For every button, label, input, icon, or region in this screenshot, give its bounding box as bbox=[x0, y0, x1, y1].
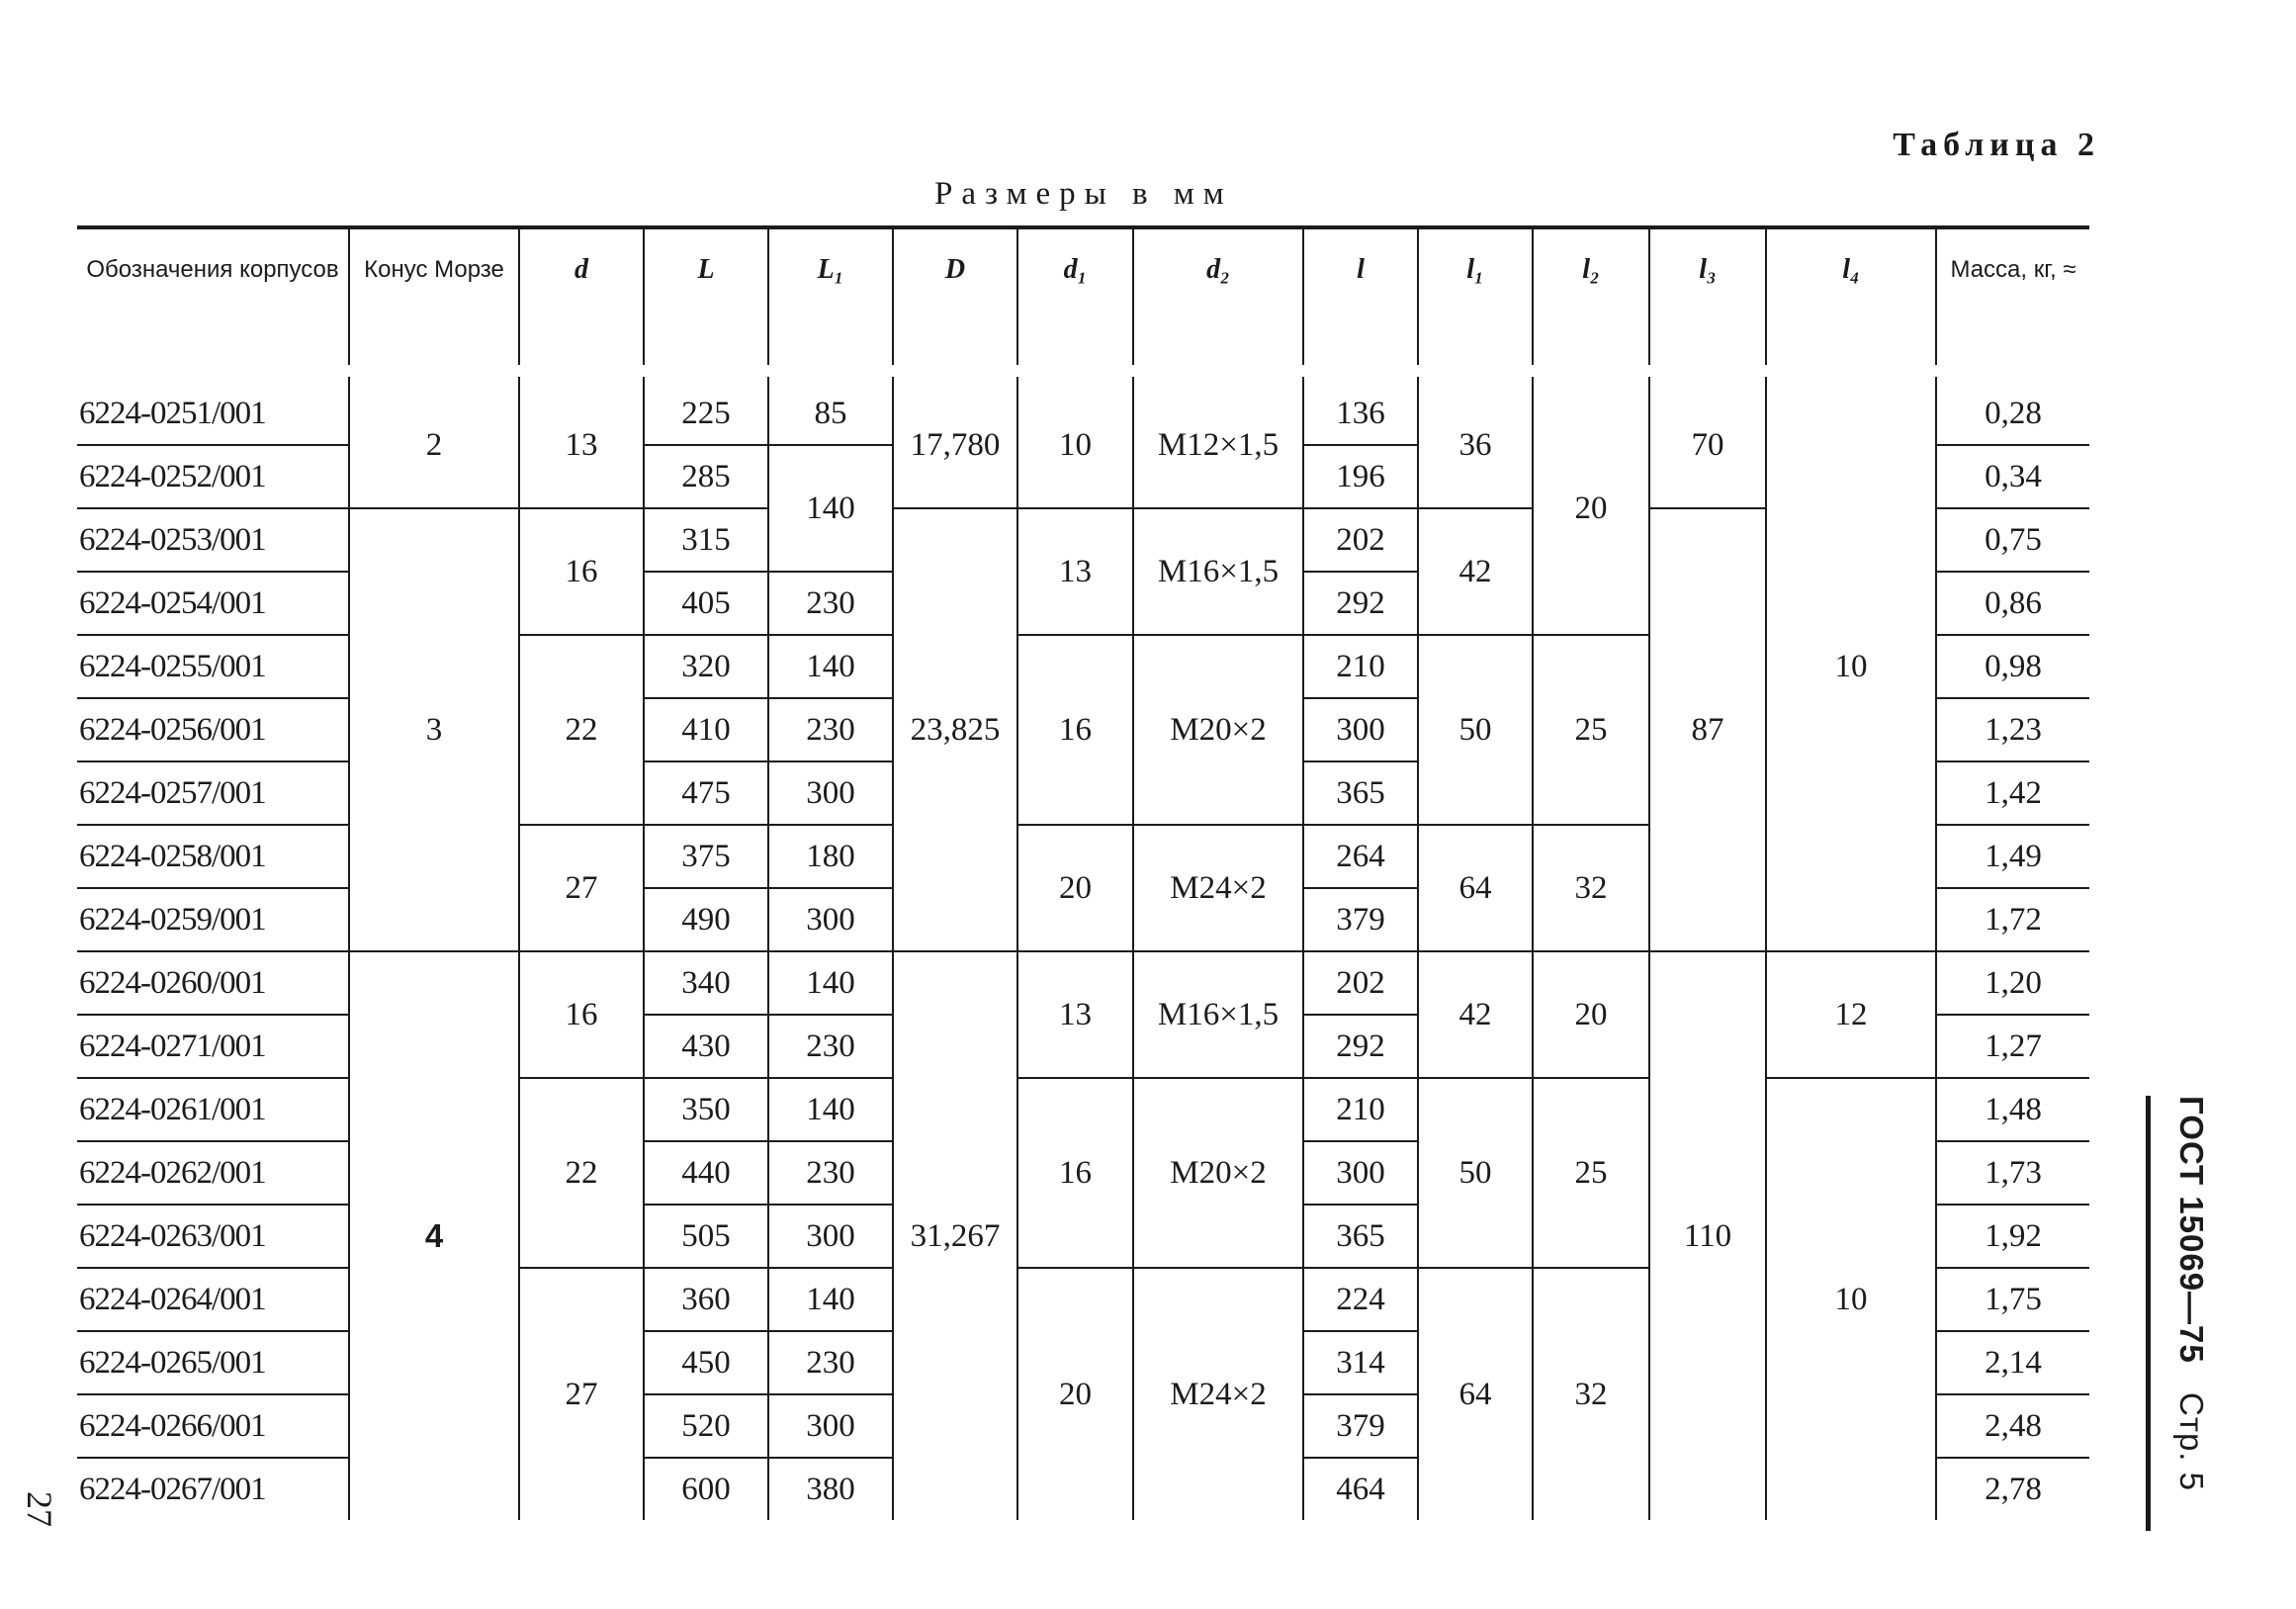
l2-cell: 20 bbox=[1533, 951, 1649, 1078]
mass-cell: 1,42 bbox=[1936, 761, 2089, 825]
code-cell: 6224-0260/001 bbox=[77, 951, 349, 1015]
header-d2: d₂ bbox=[1133, 227, 1303, 371]
mass-cell: 1,72 bbox=[1936, 888, 2089, 951]
code-cell: 6224-0254/001 bbox=[77, 572, 349, 635]
l-cell: 379 bbox=[1303, 1394, 1418, 1458]
d2-cell: М20×2 bbox=[1133, 1078, 1303, 1268]
l-cell: 136 bbox=[1303, 371, 1418, 445]
l4-cell: 10 bbox=[1766, 1078, 1936, 1520]
l-cell: 314 bbox=[1303, 1331, 1418, 1394]
header-l1: l₁ bbox=[1418, 227, 1533, 371]
l-cell: 202 bbox=[1303, 508, 1418, 572]
L-cell: 410 bbox=[644, 698, 768, 761]
table-row bbox=[77, 371, 2089, 445]
code-cell: 6224-0251/001 bbox=[77, 371, 349, 445]
l-cell: 264 bbox=[1303, 825, 1418, 888]
mass-cell: 2,48 bbox=[1936, 1394, 2089, 1458]
header-d: d bbox=[519, 227, 644, 371]
l1-cell: 42 bbox=[1418, 508, 1533, 635]
l3-cell: 87 bbox=[1649, 508, 1766, 951]
d1-cell: 13 bbox=[1017, 951, 1133, 1078]
d-cell: 22 bbox=[519, 1078, 644, 1268]
d-cell: 16 bbox=[519, 951, 644, 1078]
d1-cell: 13 bbox=[1017, 508, 1133, 635]
L-cell: 430 bbox=[644, 1015, 768, 1078]
mass-cell: 2,14 bbox=[1936, 1331, 2089, 1394]
D-cell: 31,267 bbox=[893, 951, 1017, 1520]
d1-cell: 16 bbox=[1017, 635, 1133, 825]
D-cell: 23,825 bbox=[893, 508, 1017, 951]
header-l: l bbox=[1303, 227, 1418, 371]
d-cell: 13 bbox=[519, 371, 644, 508]
L-cell: 490 bbox=[644, 888, 768, 951]
mass-cell: 1,23 bbox=[1936, 698, 2089, 761]
mass-cell: 1,73 bbox=[1936, 1141, 2089, 1205]
d2-cell: М24×2 bbox=[1133, 825, 1303, 951]
d1-cell: 16 bbox=[1017, 1078, 1133, 1268]
l1-cell: 64 bbox=[1418, 825, 1533, 951]
mass-cell: 2,78 bbox=[1936, 1458, 2089, 1520]
l-cell: 210 bbox=[1303, 635, 1418, 698]
l-cell: 365 bbox=[1303, 761, 1418, 825]
header-L: L bbox=[644, 227, 768, 371]
header-l4: l₄ bbox=[1766, 227, 1936, 371]
L1-cell: 140 bbox=[768, 445, 893, 572]
code-cell: 6224-0262/001 bbox=[77, 1141, 349, 1205]
dimensions-table bbox=[77, 225, 2089, 1520]
table-row bbox=[77, 951, 2089, 1015]
L-cell: 505 bbox=[644, 1205, 768, 1268]
l4-cell: 12 bbox=[1766, 951, 1936, 1078]
units-caption: Размеры в мм bbox=[934, 176, 1233, 212]
d1-cell: 20 bbox=[1017, 1268, 1133, 1520]
d2-cell: М16×1,5 bbox=[1133, 508, 1303, 635]
l-cell: 202 bbox=[1303, 951, 1418, 1015]
code-cell: 6224-0252/001 bbox=[77, 445, 349, 508]
code-cell: 6224-0267/001 bbox=[79, 1471, 266, 1507]
code-cell: 6224-0253/001 bbox=[77, 508, 349, 572]
gost-page-label: Стр. 5 bbox=[2173, 1392, 2210, 1491]
code-cell: 6224-0264/001 bbox=[77, 1268, 349, 1331]
code-cell: 6224-0261/001 bbox=[77, 1078, 349, 1141]
header-D: D bbox=[893, 227, 1017, 371]
L-cell: 475 bbox=[644, 761, 768, 825]
header-code: Обозначения корпусов bbox=[77, 227, 349, 371]
l4-cell: 10 bbox=[1766, 371, 1936, 951]
L1-cell: 230 bbox=[768, 1141, 893, 1205]
L1-cell: 140 bbox=[768, 1078, 893, 1141]
L1-cell: 230 bbox=[768, 572, 893, 635]
l-cell: 464 bbox=[1303, 1458, 1418, 1520]
l-cell: 300 bbox=[1303, 698, 1418, 761]
l2-cell: 25 bbox=[1533, 635, 1649, 825]
mass-cell: 0,98 bbox=[1936, 635, 2089, 698]
code-cell: 6224-0258/001 bbox=[77, 825, 349, 888]
d2-cell: М24×2 bbox=[1133, 1268, 1303, 1520]
mass-cell: 1,20 bbox=[1936, 951, 2089, 1015]
code-cell: 6224-0266/001 bbox=[77, 1394, 349, 1458]
l3-cell: 70 bbox=[1649, 371, 1766, 508]
L-cell: 600 bbox=[644, 1458, 768, 1520]
L1-cell: 140 bbox=[768, 951, 893, 1015]
l3-cell: 110 bbox=[1649, 951, 1766, 1520]
L-cell: 440 bbox=[644, 1141, 768, 1205]
table-caption: Таблица 2 bbox=[1893, 127, 2100, 163]
L-cell: 315 bbox=[644, 508, 768, 572]
d1-cell: 10 bbox=[1017, 371, 1133, 508]
d-cell: 27 bbox=[519, 1268, 644, 1520]
header-morse: Конус Морзе bbox=[349, 227, 519, 371]
header-l2: l₂ bbox=[1533, 227, 1649, 371]
d2-cell: М12×1,5 bbox=[1133, 371, 1303, 508]
L1-cell: 230 bbox=[768, 1015, 893, 1078]
l2-cell: 32 bbox=[1533, 1268, 1649, 1520]
L1-cell: 300 bbox=[768, 1205, 893, 1268]
d-cell: 27 bbox=[519, 825, 644, 951]
L-cell: 350 bbox=[644, 1078, 768, 1141]
l-cell: 224 bbox=[1303, 1268, 1418, 1331]
L-cell: 340 bbox=[644, 951, 768, 1015]
L1-cell: 380 bbox=[768, 1458, 893, 1520]
header-mass: Масса, кг, ≈ bbox=[1936, 227, 2089, 371]
d-cell: 22 bbox=[519, 635, 644, 825]
d-cell: 16 bbox=[519, 508, 644, 635]
mass-cell: 1,92 bbox=[1936, 1205, 2089, 1268]
l-cell: 300 bbox=[1303, 1141, 1418, 1205]
page-number: 27 bbox=[20, 1491, 59, 1527]
d2-cell: М16×1,5 bbox=[1133, 951, 1303, 1078]
l-cell: 196 bbox=[1303, 445, 1418, 508]
code-cell: 6224-0257/001 bbox=[77, 761, 349, 825]
L-cell: 320 bbox=[644, 635, 768, 698]
code-cell: 6224-0271/001 bbox=[77, 1015, 349, 1078]
gost-stamp bbox=[2146, 1096, 2217, 1531]
code-cell: 6224-0263/001 bbox=[77, 1205, 349, 1268]
morse-cell: 3 bbox=[349, 508, 519, 951]
l-cell: 292 bbox=[1303, 1015, 1418, 1078]
l-cell: 379 bbox=[1303, 888, 1418, 951]
l2-cell: 32 bbox=[1533, 825, 1649, 951]
code-cell: 6224-0255/001 bbox=[77, 635, 349, 698]
L1-cell: 300 bbox=[768, 761, 893, 825]
L-cell: 405 bbox=[644, 572, 768, 635]
l1-cell: 50 bbox=[1418, 1078, 1533, 1268]
l2-cell: 25 bbox=[1533, 1078, 1649, 1268]
d1-cell: 20 bbox=[1017, 825, 1133, 951]
D-cell: 17,780 bbox=[893, 371, 1017, 508]
l-cell: 210 bbox=[1303, 1078, 1418, 1141]
header-row bbox=[77, 227, 2089, 371]
l-cell: 365 bbox=[1303, 1205, 1418, 1268]
L1-cell: 300 bbox=[768, 888, 893, 951]
morse-cell: 2 bbox=[349, 371, 519, 508]
mass-cell: 0,34 bbox=[1936, 445, 2089, 508]
L1-cell: 140 bbox=[768, 635, 893, 698]
L-cell: 450 bbox=[644, 1331, 768, 1394]
mass-cell: 0,86 bbox=[1936, 572, 2089, 635]
morse-cell: 4 bbox=[349, 951, 519, 1520]
l1-cell: 50 bbox=[1418, 635, 1533, 825]
L1-cell: 300 bbox=[768, 1394, 893, 1458]
mass-cell: 1,48 bbox=[1936, 1078, 2089, 1141]
L-cell: 360 bbox=[644, 1268, 768, 1331]
l-cell: 292 bbox=[1303, 572, 1418, 635]
L1-cell: 230 bbox=[768, 1331, 893, 1394]
l2-cell: 20 bbox=[1533, 371, 1649, 635]
header-L1: L₁ bbox=[768, 227, 893, 371]
l1-cell: 42 bbox=[1418, 951, 1533, 1078]
mass-cell: 1,75 bbox=[1936, 1268, 2089, 1331]
mass-cell: 0,75 bbox=[1936, 508, 2089, 572]
gost-standard-label: ГОСТ 15069—75 bbox=[2173, 1096, 2210, 1364]
mass-cell: 1,49 bbox=[1936, 825, 2089, 888]
L-cell: 375 bbox=[644, 825, 768, 888]
l1-cell: 64 bbox=[1418, 1268, 1533, 1520]
L1-cell: 230 bbox=[768, 698, 893, 761]
l1-cell: 36 bbox=[1418, 371, 1533, 508]
code-cell: 6224-0256/001 bbox=[77, 698, 349, 761]
mass-cell: 0,28 bbox=[1936, 371, 2089, 445]
header-l3: l₃ bbox=[1649, 227, 1766, 371]
d2-cell: М20×2 bbox=[1133, 635, 1303, 825]
header-d1: d₁ bbox=[1017, 227, 1133, 371]
code-cell: 6224-0265/001 bbox=[77, 1331, 349, 1394]
L-cell: 285 bbox=[644, 445, 768, 508]
L1-cell: 85 bbox=[768, 371, 893, 445]
L1-cell: 180 bbox=[768, 825, 893, 888]
L1-cell: 140 bbox=[768, 1268, 893, 1331]
mass-cell: 1,27 bbox=[1936, 1015, 2089, 1078]
L-cell: 520 bbox=[644, 1394, 768, 1458]
code-cell: 6224-0259/001 bbox=[77, 888, 349, 951]
L-cell: 225 bbox=[644, 371, 768, 445]
